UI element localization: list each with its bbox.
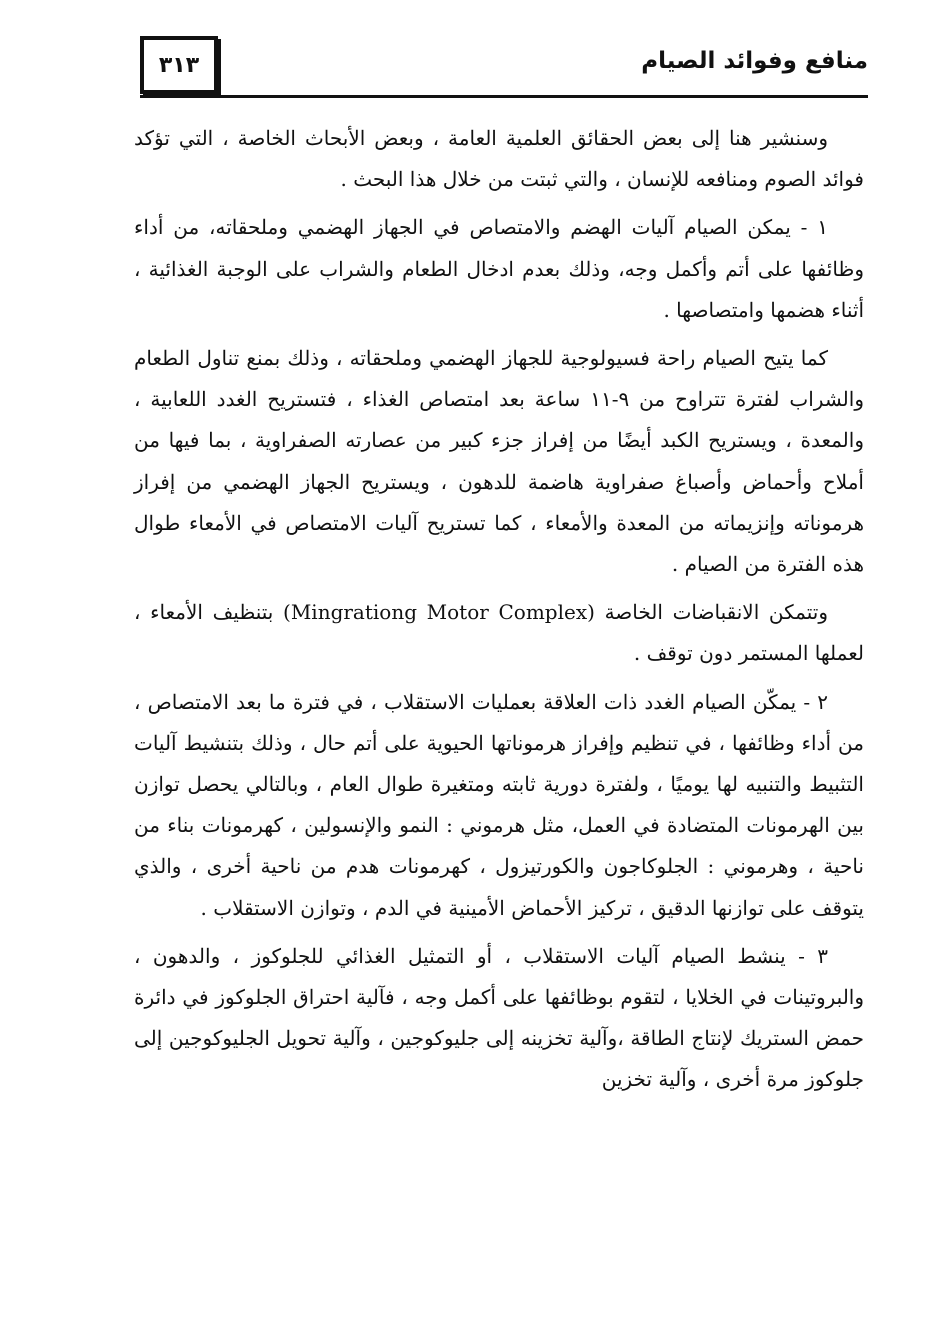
paragraph-point-3: ٣ - ينشط الصيام آليات الاستقلاب ، أو التمثيل الغذائي للجلوكوز ، والدهون ، والبروتينات في الخلايا ، لتقوم بوظائفها على أكمل وجه ، فآلية احتراق الجلوكوز في دائرة حمض الستريك لإنتاج الطاقة ،وآلية تخزينه إلى جليوكوجين ، وآلية تحويل الجليوكوجين إلى جلوكوز مرة أخرى ، وآلية تخزين xyxy=(134,943,864,1092)
paragraph-motor-complex xyxy=(134,592,864,674)
running-title: منافع وفوائد الصيام xyxy=(641,48,868,74)
page-number: ٣١٣ xyxy=(140,36,218,94)
body-text xyxy=(134,118,864,1101)
paragraph-intro: وسنشير هنا إلى بعض الحقائق العلمية العامة ، وبعض الأبحاث الخاصة ، التي تؤكد فوائد الصوم ومنافعه للإنسان ، والتي ثبتت من خلال هذا البحث . xyxy=(134,126,864,192)
page-header xyxy=(140,36,868,98)
motor-complex-text-after: ) بتنظيف الأمعاء ، لعملها المستمر دون توقف . xyxy=(134,600,864,666)
paragraph-point-1: ١ - يمكن الصيام آليات الهضم والامتصاص في الجهاز الهضمي وملحقاته، من أداء وظائفها على أتم وأكمل وجه، وذلك بعدم ادخال الطعام والشراب على الوجبة الغذائية ، أثناء هضمها وامتصاصها . xyxy=(134,215,864,322)
paragraph-point-2: ٢ - يمكّن الصيام الغدد ذات العلاقة بعمليات الاستقلاب ، في فترة ما بعد الامتصاص ، من أداء وظائفها ، في تنظيم وإفراز هرموناتها الحيوية على أتم حال ، وذلك بتنشيط آليات التثبيط والتنبيه لها يوميًا ، ولفترة دورية ثابته ومتغيرة طوال العام ، وبالتالي يحصل توازن بين الهرمونات المتضادة في العمل، مثل هرموني : النمو والإنسولين ، كهرمونات بناء من ناحية ، وهرموني : الجلوكاجون والكورتيزول ، كهرمونات هدم من ناحية أخرى ، والذي يتوقف على توازنها الدقيق ، تركيز الأحماض الأمينية في الدم ، وتوازن الاستقلاب . xyxy=(134,689,864,920)
header-rule xyxy=(140,95,868,98)
paragraph-physiological-rest: كما يتيح الصيام راحة فسيولوجية للجهاز الهضمي وملحقاته ، وذلك بمنع تناول الطعام والشراب لفترة تتراوح من ٩-١١ ساعة بعد امتصاص الغذاء ، فتستريح الغدد اللعابية ، والمعدة ، ويستريح الكبد أيضًا من إفراز جزء كبير من عصارته الصفراوية ، بما فيها من أملاح وأحماض وأصباغ صفراوية هاضمة للدهون ، ويستريح الجهاز الهضمي من إفراز هرموناته وإنزيماته من المعدة والأمعاء ، كما تستريح آليات الامتصاص في الأمعاء طوال هذه الفترة من الصيام . xyxy=(134,346,864,577)
motor-complex-english-term: Mingrationg Motor Complex xyxy=(290,600,588,625)
motor-complex-text-before: وتتمكن الانقباضات الخاصة ( xyxy=(587,600,828,625)
